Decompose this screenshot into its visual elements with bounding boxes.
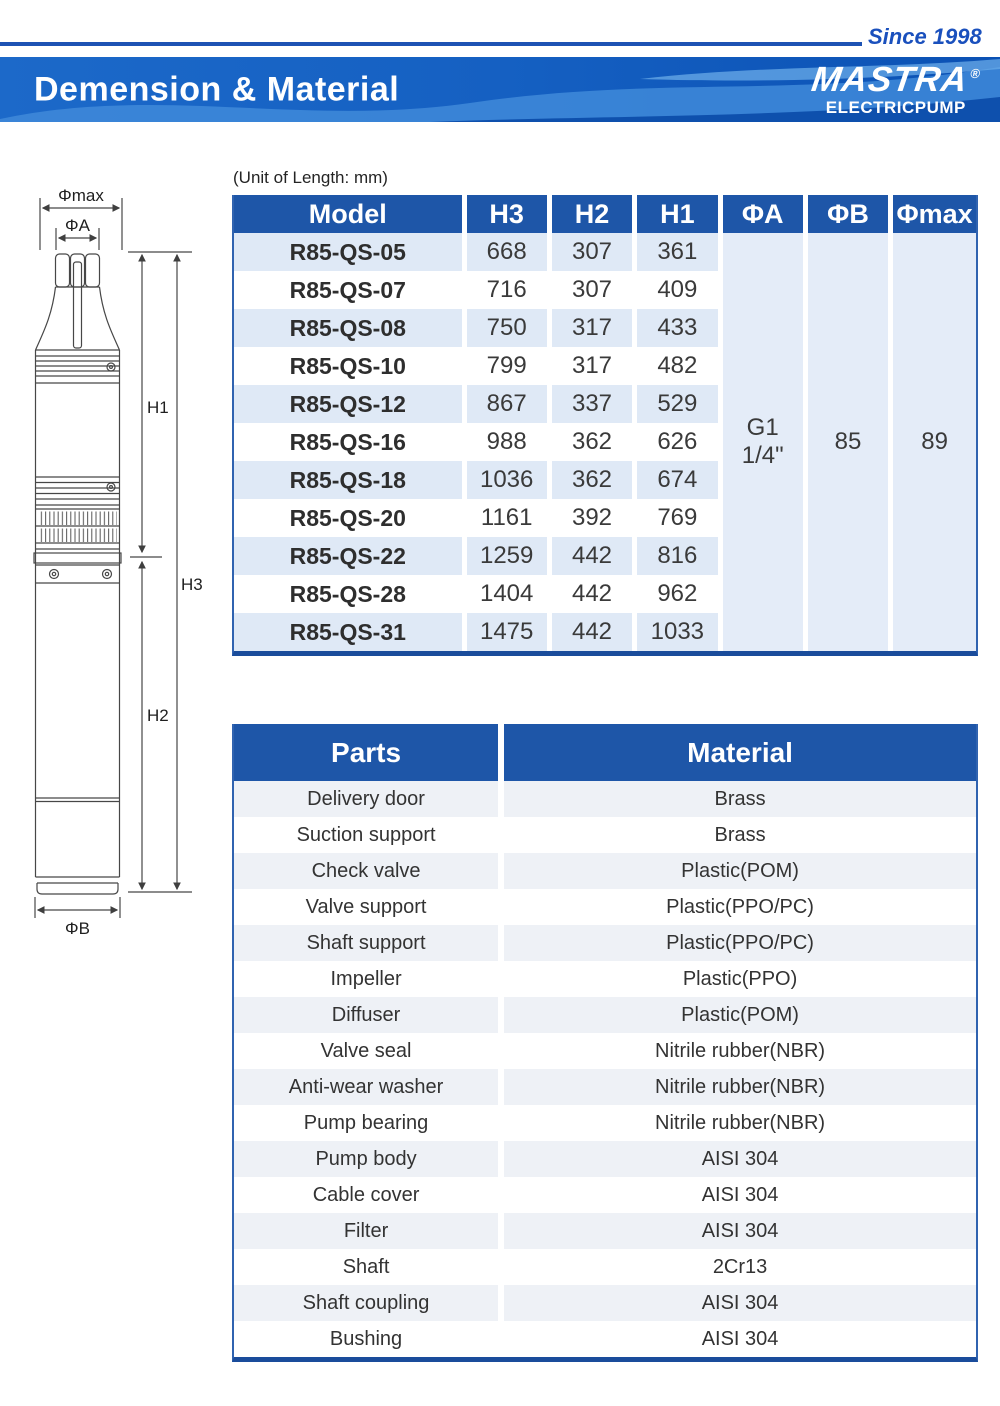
dim-label-h2: H2 — [147, 706, 169, 725]
dimension-value-cell: 361 — [635, 233, 720, 271]
parts-row — [234, 1177, 976, 1213]
model-cell: R85-QS-20 — [234, 499, 464, 537]
dimension-value-cell: 1033 — [635, 613, 720, 651]
part-name-cell: Shaft coupling — [234, 1285, 501, 1321]
dim-label-phi-max: Φmax — [58, 186, 104, 205]
parts-column-header-1: Material — [501, 724, 976, 781]
dim-column-header-3: H1 — [635, 195, 720, 233]
model-cell: R85-QS-18 — [234, 461, 464, 499]
parts-row — [234, 1141, 976, 1177]
merged-value-cell: 85 — [805, 233, 890, 651]
dimension-row — [234, 233, 976, 271]
dimension-value-cell: 307 — [549, 271, 634, 309]
part-name-cell: Pump bearing — [234, 1105, 501, 1141]
model-cell: R85-QS-22 — [234, 537, 464, 575]
material-cell: Plastic(PPO/PC) — [501, 925, 976, 961]
dimension-value-cell: 442 — [549, 613, 634, 651]
dimension-value-cell: 674 — [635, 461, 720, 499]
parts-material-table — [232, 724, 978, 1362]
part-name-cell: Check valve — [234, 853, 501, 889]
material-cell: AISI 304 — [701, 1183, 779, 1206]
mastra-logo — [808, 60, 982, 118]
model-cell: R85-QS-28 — [234, 575, 464, 613]
part-name-cell: Impeller — [234, 961, 501, 997]
parts-table-header — [234, 724, 976, 781]
dimension-value-cell: 433 — [635, 309, 720, 347]
material-cell: Plastic(POM) — [501, 853, 976, 889]
dim-label-phi-a: ΦA — [65, 216, 90, 235]
dimension-value-cell: 442 — [549, 537, 634, 575]
part-name-cell: Valve seal — [234, 1033, 501, 1069]
dim-column-header-0: Model — [234, 195, 464, 233]
page-title: Demension & Material — [34, 70, 400, 108]
dimension-value-cell: 392 — [549, 499, 634, 537]
model-cell: R85-QS-07 — [234, 271, 464, 309]
part-name-cell: Bushing — [234, 1321, 501, 1357]
dimension-value-cell: 1404 — [464, 575, 549, 613]
material-cell: AISI 304 — [501, 1213, 976, 1249]
dimension-value-cell: 1259 — [464, 537, 549, 575]
dim-column-header-4: ΦA — [720, 195, 805, 233]
merged-value-cell: G1 1/4" — [720, 233, 805, 651]
dimension-value-cell: 988 — [464, 423, 549, 461]
part-name-cell: Diffuser — [234, 997, 501, 1033]
since-text: Since 1998 — [868, 24, 982, 49]
material-cell: Nitrile rubber(NBR) — [501, 1069, 976, 1105]
part-name-cell: Filter — [234, 1213, 501, 1249]
dim-column-header-6: Φmax — [891, 195, 976, 233]
parts-row — [234, 1033, 976, 1069]
material-cell: AISI 304 — [501, 1141, 976, 1177]
material-cell: Nitrile rubber(NBR) — [655, 1039, 826, 1062]
material-cell: Nitrile rubber(NBR) — [655, 1111, 826, 1134]
parts-row — [234, 925, 976, 961]
parts-row — [234, 1249, 976, 1285]
pump-technical-drawing — [10, 170, 225, 940]
dimension-value-cell: 317 — [549, 347, 634, 385]
dimension-table — [232, 195, 978, 656]
part-name-cell: Shaft support — [234, 925, 501, 961]
dimension-value-cell: 962 — [635, 575, 720, 613]
material-cell: 2Cr13 — [712, 1255, 768, 1278]
dimension-value-cell: 750 — [464, 309, 549, 347]
model-cell: R85-QS-10 — [234, 347, 464, 385]
merged-value-cell: 89 — [891, 233, 976, 651]
dim-column-header-1: H3 — [464, 195, 549, 233]
dimension-value-cell: 626 — [635, 423, 720, 461]
model-cell: R85-QS-31 — [234, 613, 464, 651]
logo-subtitle: ELECTRICPUMP — [825, 98, 966, 117]
parts-row — [234, 817, 976, 853]
dimension-value-cell: 529 — [635, 385, 720, 423]
dimension-table-header — [234, 195, 976, 233]
since-divider-line — [0, 42, 862, 46]
parts-row — [234, 889, 976, 925]
dimension-value-cell: 317 — [549, 309, 634, 347]
material-cell: Brass — [501, 781, 976, 817]
dim-label-h3: H3 — [181, 575, 203, 594]
material-cell: AISI 304 — [701, 1327, 779, 1350]
parts-row — [234, 1069, 976, 1105]
dimension-value-cell: 716 — [464, 271, 549, 309]
dim-label-h1: H1 — [147, 398, 169, 417]
part-name-cell: Cable cover — [234, 1177, 501, 1213]
parts-row — [234, 997, 976, 1033]
dimension-value-cell: 362 — [549, 423, 634, 461]
dimension-value-cell: 769 — [635, 499, 720, 537]
part-name-cell: Valve support — [234, 889, 501, 925]
dimension-value-cell: 1475 — [464, 613, 549, 651]
dimension-value-cell: 816 — [635, 537, 720, 575]
dimension-value-cell: 409 — [635, 271, 720, 309]
material-cell: AISI 304 — [501, 1285, 976, 1321]
model-cell: R85-QS-08 — [234, 309, 464, 347]
unit-of-length-note: (Unit of Length: mm) — [233, 168, 388, 187]
dim-column-header-5: ΦB — [805, 195, 890, 233]
part-name-cell: Suction support — [234, 817, 501, 853]
part-name-cell: Shaft — [234, 1249, 501, 1285]
dimension-value-cell: 442 — [549, 575, 634, 613]
material-cell: Plastic(PPO) — [682, 967, 798, 990]
material-cell: Plastic(POM) — [501, 997, 976, 1033]
part-name-cell: Delivery door — [234, 781, 501, 817]
dim-label-phi-b: ΦB — [65, 919, 90, 938]
dimension-value-cell: 337 — [549, 385, 634, 423]
material-cell: Plastic(PPO/PC) — [666, 895, 814, 918]
dimension-value-cell: 307 — [549, 233, 634, 271]
parts-row — [234, 853, 976, 889]
parts-row — [234, 1321, 976, 1357]
parts-row — [234, 1105, 976, 1141]
dimension-value-cell: 482 — [635, 347, 720, 385]
model-cell: R85-QS-16 — [234, 423, 464, 461]
title-banner — [0, 57, 1000, 122]
parts-column-header-0: Parts — [234, 724, 501, 781]
dimension-value-cell: 799 — [464, 347, 549, 385]
registered-mark: ® — [969, 66, 982, 82]
model-cell: R85-QS-12 — [234, 385, 464, 423]
logo-brand-text: MASTRA — [808, 60, 971, 99]
dimension-value-cell: 1161 — [464, 499, 549, 537]
part-name-cell: Pump body — [234, 1141, 501, 1177]
model-cell: R85-QS-05 — [234, 233, 464, 271]
parts-row — [234, 1285, 976, 1321]
dimension-value-cell: 362 — [549, 461, 634, 499]
material-cell: Brass — [714, 823, 766, 846]
dimension-value-cell: 1036 — [464, 461, 549, 499]
parts-row — [234, 961, 976, 997]
dim-column-header-2: H2 — [549, 195, 634, 233]
parts-row — [234, 781, 976, 817]
dimension-value-cell: 867 — [464, 385, 549, 423]
part-name-cell: Anti-wear washer — [234, 1069, 501, 1105]
dimension-value-cell: 668 — [464, 233, 549, 271]
parts-row — [234, 1213, 976, 1249]
